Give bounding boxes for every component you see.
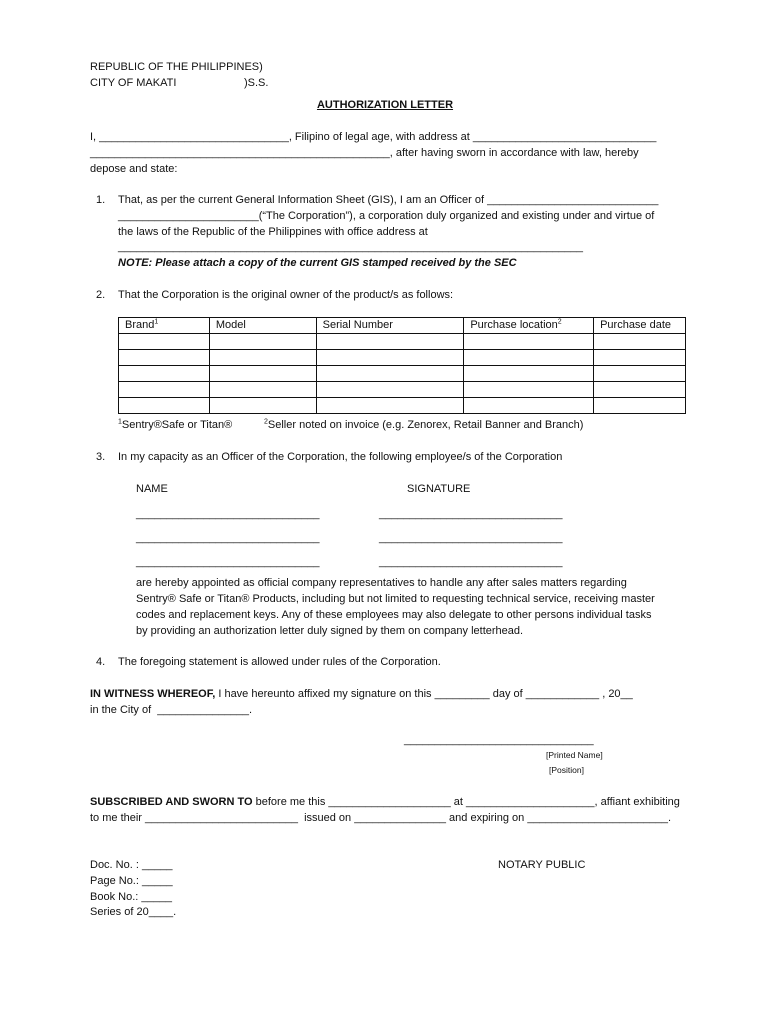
table-cell[interactable] bbox=[594, 366, 686, 382]
table-cell[interactable] bbox=[316, 366, 464, 382]
table-cell[interactable] bbox=[316, 398, 464, 414]
table-cell[interactable] bbox=[119, 382, 210, 398]
page-number: Page No.: _____ bbox=[90, 875, 173, 887]
footnote-1: $^1$Sentry®Safe or Titan® bbox=[118, 418, 233, 431]
item-3-text: In my capacity as an Officer of the Corporation, the following employee/s of the Corporation bbox=[118, 451, 563, 463]
table-cell[interactable] bbox=[316, 334, 464, 350]
employee-signature-line[interactable]: ______________________________ bbox=[379, 532, 563, 544]
table-cell[interactable] bbox=[464, 350, 594, 366]
footnote-2: $^2$Seller noted on invoice (e.g. Zenorex, Retail Banner and Branch) bbox=[264, 418, 584, 431]
item-1-line-4: ____________________________________________________________________________ bbox=[118, 241, 583, 253]
table-cell[interactable] bbox=[119, 366, 210, 382]
table-cell[interactable] bbox=[594, 398, 686, 414]
column-header-location: Purchase location$^2$ bbox=[464, 318, 594, 334]
table-cell[interactable] bbox=[119, 334, 210, 350]
table-cell[interactable] bbox=[209, 334, 316, 350]
printed-name-label: [Printed Name] bbox=[546, 750, 603, 760]
column-header-model: Model bbox=[209, 318, 316, 334]
item-1-line-2: _______________________(“The Corporation”), a corporation duly organized and existing under and virtue of bbox=[118, 210, 655, 222]
header-republic: REPUBLIC OF THE PHILIPPINES) bbox=[90, 61, 263, 73]
table-cell[interactable] bbox=[316, 350, 464, 366]
doc-number: Doc. No. : _____ bbox=[90, 859, 173, 871]
table-cell[interactable] bbox=[209, 398, 316, 414]
item-1-line-3: the laws of the Republic of the Philippines with office address at bbox=[118, 226, 428, 238]
appointment-line-1: are hereby appointed as official company representatives to handle any after sales matters regarding bbox=[136, 577, 627, 589]
document-title: AUTHORIZATION LETTER bbox=[316, 99, 454, 111]
header-city: CITY OF MAKATI bbox=[90, 77, 177, 89]
table-cell[interactable] bbox=[209, 350, 316, 366]
gis-note: NOTE: Please attach a copy of the current GIS stamped received by the SEC bbox=[118, 257, 517, 269]
employee-signature-line[interactable]: ______________________________ bbox=[379, 556, 563, 568]
table-cell[interactable] bbox=[594, 382, 686, 398]
intro-line-1: I, _______________________________, Filipino of legal age, with address at ______________________________ bbox=[90, 131, 657, 143]
table-cell[interactable] bbox=[464, 382, 594, 398]
witness-line-1: IN WITNESS WHEREOF, I have hereunto affixed my signature on this _________ day of ____________ , 20__ bbox=[90, 688, 633, 700]
table-cell[interactable] bbox=[464, 366, 594, 382]
signature-label: SIGNATURE bbox=[407, 483, 471, 495]
column-header-brand: Brand$^1$ bbox=[119, 318, 210, 334]
item-2-number: 2. bbox=[96, 289, 106, 301]
appointment-line-4: by providing an authorization letter duly signed by them on company letterhead. bbox=[136, 625, 524, 637]
intro-line-2: _________________________________________________, after having sworn in accordance with law, hereby bbox=[90, 147, 639, 159]
table-cell[interactable] bbox=[119, 350, 210, 366]
series-year: Series of 20____. bbox=[90, 906, 177, 918]
table-cell[interactable] bbox=[464, 334, 594, 350]
employee-signature-line[interactable]: ______________________________ bbox=[379, 508, 563, 520]
table-row bbox=[119, 382, 686, 398]
item-2-text: That the Corporation is the original owner of the product/s as follows: bbox=[118, 289, 454, 301]
column-header-date: Purchase date bbox=[594, 318, 686, 334]
table-cell[interactable] bbox=[209, 382, 316, 398]
item-4-number: 4. bbox=[96, 656, 106, 668]
notary-public-label: NOTARY PUBLIC bbox=[498, 859, 586, 871]
witness-line-2: in the City of _______________. bbox=[90, 704, 253, 716]
table-cell[interactable] bbox=[316, 382, 464, 398]
table-row bbox=[119, 350, 686, 366]
item-1-number: 1. bbox=[96, 194, 106, 206]
appointment-line-2: Sentry® Safe or Titan® Products, including but not limited to requesting technical service, receiving master bbox=[136, 593, 655, 605]
header-ss: )S.S. bbox=[244, 77, 269, 89]
table-row bbox=[119, 398, 686, 414]
position-label: [Position] bbox=[549, 765, 584, 775]
item-3-number: 3. bbox=[96, 451, 106, 463]
name-label: NAME bbox=[136, 483, 168, 495]
signature-line[interactable]: _______________________________ bbox=[404, 734, 594, 746]
table-row bbox=[119, 366, 686, 382]
table-row bbox=[119, 334, 686, 350]
book-number: Book No.: _____ bbox=[90, 891, 172, 903]
table-cell[interactable] bbox=[209, 366, 316, 382]
product-table bbox=[118, 317, 686, 414]
table-cell[interactable] bbox=[594, 334, 686, 350]
employee-name-line[interactable]: ______________________________ bbox=[136, 508, 320, 520]
item-1-line-1: That, as per the current General Information Sheet (GIS), I am an Officer of ____________________________ bbox=[118, 194, 659, 206]
employee-name-line[interactable]: ______________________________ bbox=[136, 532, 320, 544]
intro-line-3: depose and state: bbox=[90, 163, 178, 175]
sworn-line-2: to me their _________________________ issued on _______________ and expiring on _______________________. bbox=[90, 812, 672, 824]
table-cell[interactable] bbox=[594, 350, 686, 366]
employee-name-line[interactable]: ______________________________ bbox=[136, 556, 320, 568]
sworn-line-1: SUBSCRIBED AND SWORN TO before me this ____________________ at _____________________, affiant exhibiting bbox=[90, 796, 680, 808]
appointment-line-3: codes and replacement keys. Any of these employees may also delegate to other persons individual tasks bbox=[136, 609, 652, 621]
table-header-row bbox=[119, 318, 686, 334]
item-4-text: The foregoing statement is allowed under rules of the Corporation. bbox=[118, 656, 441, 668]
column-header-serial: Serial Number bbox=[316, 318, 464, 334]
table-cell[interactable] bbox=[464, 398, 594, 414]
table-cell[interactable] bbox=[119, 398, 210, 414]
